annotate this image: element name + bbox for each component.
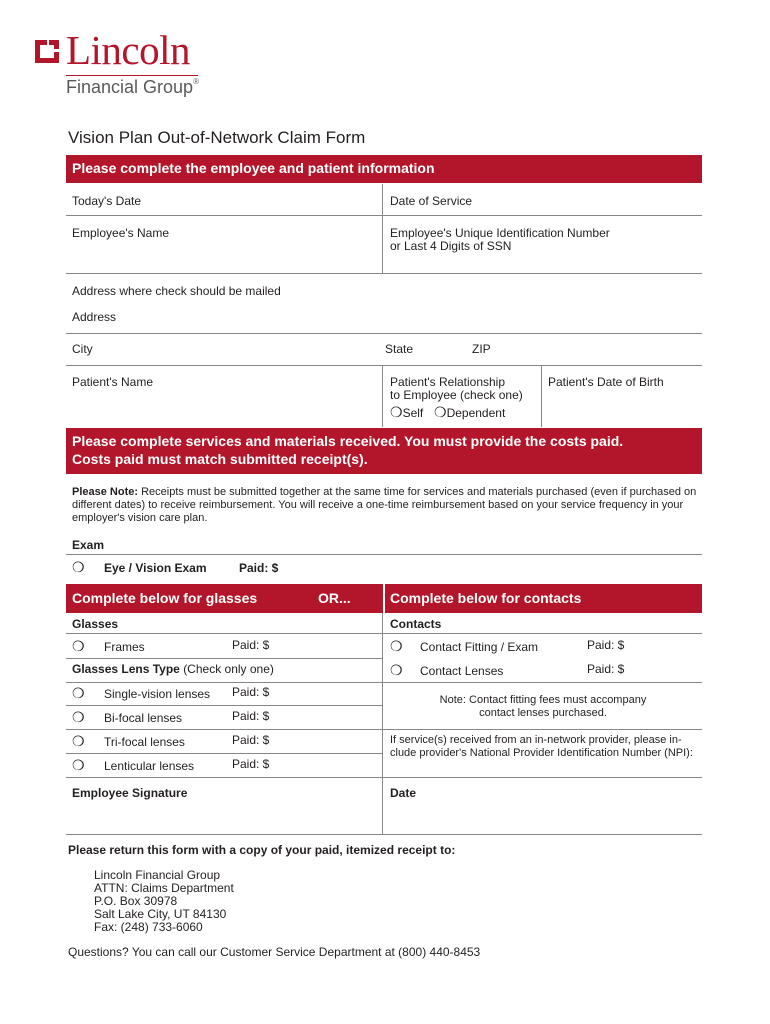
divider xyxy=(66,658,382,659)
lenticular-paid[interactable]: Paid: $ xyxy=(232,757,270,771)
divider xyxy=(66,777,702,778)
or-label: OR... xyxy=(318,590,351,606)
lincoln-logo-icon xyxy=(32,36,62,66)
state-label: State xyxy=(385,342,414,356)
circle-checkbox-icon[interactable]: ❍ xyxy=(390,404,403,420)
trifocal-paid[interactable]: Paid: $ xyxy=(232,733,270,747)
logo-subtitle: Financial Group® xyxy=(66,77,199,97)
circle-checkbox-icon[interactable]: ❍ xyxy=(72,559,85,575)
divider xyxy=(382,365,383,427)
contact-fitting-paid[interactable]: Paid: $ xyxy=(587,638,625,652)
address-label: Address xyxy=(72,310,117,324)
eye-exam-label: Eye / Vision Exam xyxy=(104,561,207,575)
contact-fitting-note: Note: Contact fitting fees must accompany contact lenses purchased. xyxy=(439,694,647,719)
logo-brand: Lincoln xyxy=(66,27,191,73)
todays-date-label: Today's Date xyxy=(72,194,141,208)
signature-date-label: Date xyxy=(390,786,417,800)
contact-fitting-label: Contact Fitting / Exam xyxy=(420,640,539,654)
city-label: City xyxy=(72,342,93,356)
exam-heading: Exam xyxy=(72,538,105,552)
employee-id-label-2: or Last 4 Digits of SSN xyxy=(390,239,512,253)
circle-checkbox-icon[interactable]: ❍ xyxy=(390,662,403,678)
contacts-header: Complete below for contacts xyxy=(390,590,582,606)
contact-lenses-label: Contact Lenses xyxy=(420,664,504,678)
customer-service-line: Questions? You can call our Customer Service Department at (800) 440-8453 xyxy=(68,945,481,959)
logo-rule xyxy=(66,75,198,76)
contact-lenses-paid[interactable]: Paid: $ xyxy=(587,662,625,676)
npi-note: If service(s) received from an in-network provider, please in- clude provider's National Provider Identification Number (NPI): xyxy=(390,734,693,759)
divider xyxy=(66,705,382,706)
self-option[interactable]: ❍Self xyxy=(390,404,424,420)
divider xyxy=(66,729,702,730)
address-heading: Address where check should be mailed xyxy=(72,284,281,298)
lenticular-label: Lenticular lenses xyxy=(104,759,195,773)
relationship-label: Patient's Relationship xyxy=(390,375,506,389)
circle-checkbox-icon[interactable]: ❍ xyxy=(434,404,447,420)
glasses-heading: Glasses xyxy=(72,617,119,631)
section-employee-header: Please complete the employee and patient information xyxy=(66,155,702,183)
circle-checkbox-icon[interactable]: ❍ xyxy=(72,733,85,749)
bifocal-paid[interactable]: Paid: $ xyxy=(232,709,270,723)
single-vision-label: Single-vision lenses xyxy=(104,687,211,701)
return-instructions: Please return this form with a copy of your paid, itemized receipt to: xyxy=(68,843,456,857)
frames-label: Frames xyxy=(104,640,145,654)
bifocal-label: Bi-focal lenses xyxy=(104,711,183,725)
divider xyxy=(66,834,702,835)
divider xyxy=(66,633,702,634)
circle-checkbox-icon[interactable]: ❍ xyxy=(72,757,85,773)
date-of-service-label: Date of Service xyxy=(390,194,473,208)
divider xyxy=(382,184,383,215)
receipts-note: Please Note: Receipts must be submitted together at the same time for services and materials purchased (even if purchased on different dates) to receive reimbursement. You will receive a one-time reimbursement based on your service frequency in your employer's vision care plan. xyxy=(72,486,697,524)
relationship-label-2: to Employee (check one) xyxy=(390,388,523,402)
dependent-option[interactable]: ❍Dependent xyxy=(434,404,506,420)
patient-dob-label: Patient's Date of Birth xyxy=(548,375,664,389)
form-title: Vision Plan Out-of-Network Claim Form xyxy=(68,128,366,147)
divider xyxy=(382,215,383,273)
contacts-heading: Contacts xyxy=(390,617,442,631)
circle-checkbox-icon[interactable]: ❍ xyxy=(72,685,85,701)
employee-signature-label: Employee Signature xyxy=(72,786,188,800)
divider xyxy=(382,613,383,834)
eye-exam-paid[interactable]: Paid: $ xyxy=(239,561,279,575)
employee-id-label: Employee's Unique Identification Number xyxy=(390,226,610,240)
divider xyxy=(541,365,542,427)
divider xyxy=(66,753,382,754)
patient-name-label: Patient's Name xyxy=(72,375,153,389)
lens-type-heading: Glasses Lens Type (Check only one) xyxy=(72,662,274,676)
circle-checkbox-icon[interactable]: ❍ xyxy=(72,709,85,725)
circle-checkbox-icon[interactable]: ❍ xyxy=(72,638,85,654)
divider xyxy=(66,682,702,683)
section-glasses-contacts-header xyxy=(66,584,702,613)
single-vision-paid[interactable]: Paid: $ xyxy=(232,685,270,699)
glasses-header: Complete below for glasses xyxy=(72,590,258,606)
frames-paid[interactable]: Paid: $ xyxy=(232,638,270,652)
divider xyxy=(66,554,702,555)
zip-label: ZIP xyxy=(472,342,491,356)
divider xyxy=(66,273,702,274)
divider xyxy=(66,365,702,366)
divider xyxy=(66,333,702,334)
trifocal-label: Tri-focal lenses xyxy=(104,735,185,749)
section-services-header: Please complete services and materials received. You must provide the costs paid. Costs paid must match submitted receipt(s). xyxy=(66,428,702,474)
circle-checkbox-icon[interactable]: ❍ xyxy=(390,638,403,654)
mailing-address: Lincoln Financial Group ATTN: Claims Department P.O. Box 30978 Salt Lake City, UT 84130 Fax: (248) 733-6060 xyxy=(94,868,234,934)
divider xyxy=(66,215,702,216)
employee-name-label: Employee's Name xyxy=(72,226,169,240)
